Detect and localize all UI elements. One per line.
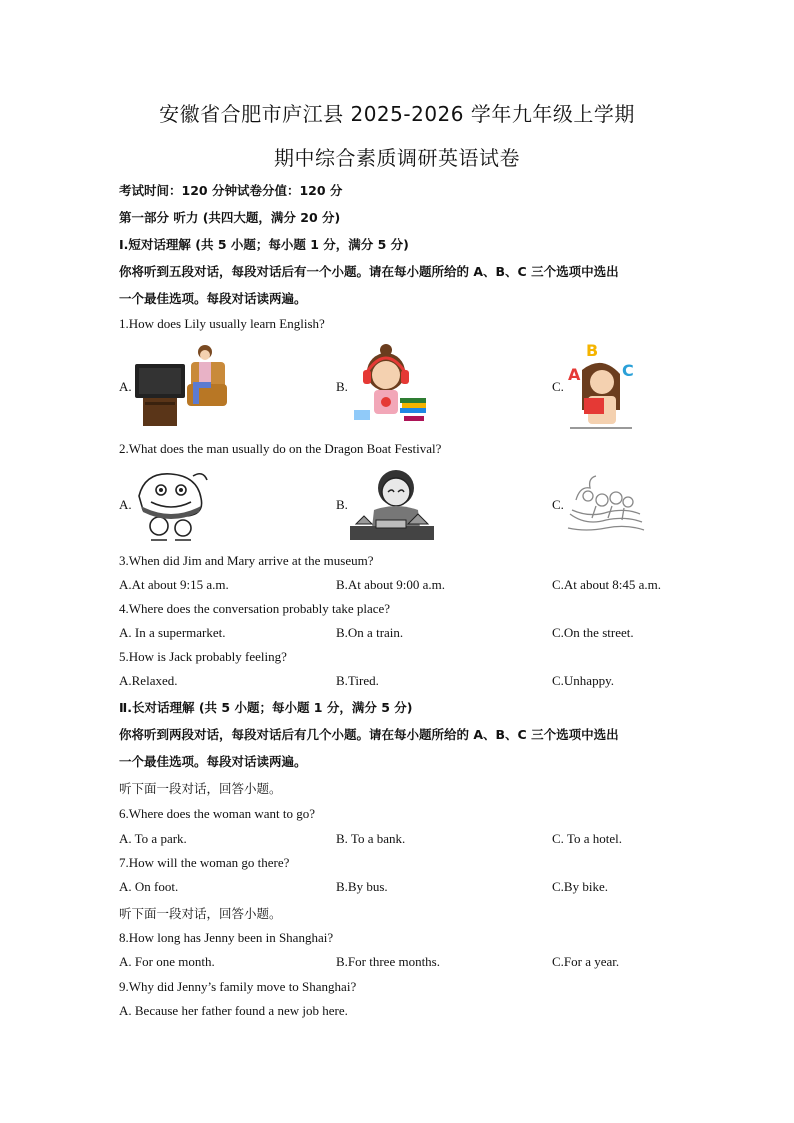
q4-option-a: A. In a supermarket.	[119, 625, 226, 640]
q5-option-c: C.Unhappy.	[552, 673, 614, 688]
q7-option-c: C.By bike.	[552, 879, 608, 894]
question-4: 4.Where does the conversation probably take place?	[119, 601, 391, 616]
section2-instruction-line1: 你将听到两段对话，每段对话后有几个小题。请在每小题所给的 A、B、C 三个选项中选出	[119, 727, 619, 742]
q3-option-c: C.At about 8:45 a.m.	[552, 577, 662, 592]
q6-option-a: A. To a park.	[119, 831, 187, 846]
section1-instruction-line1: 你将听到五段对话，每段对话后有一个小题。请在每小题所给的 A、B、C 三个选项中选出	[119, 264, 619, 279]
question-1: 1.How does Lily usually learn English?	[119, 316, 325, 331]
girl-reading-abc-icon	[566, 340, 638, 432]
question-9: 9.Why did Jenny’s family move to Shanghai?	[119, 979, 357, 994]
dragon-boat-race-icon	[566, 470, 646, 534]
section1-heading: Ⅰ.短对话理解 (共 5 小题；每小题 1 分，满分 5 分)	[119, 237, 409, 252]
part1-heading: 第一部分 听力 (共四大题，满分 20 分)	[119, 210, 341, 225]
q3-option-b: B.At about 9:00 a.m.	[336, 577, 446, 592]
question-6: 6.Where does the woman want to go?	[119, 806, 316, 821]
q8-option-b: B.For three months.	[336, 954, 440, 969]
section1-instruction-line2: 一个最佳选项。每段对话读两遍。	[119, 291, 307, 306]
q2-option-b-label: B.	[336, 497, 348, 512]
q4-option-b: B.On a train.	[336, 625, 404, 640]
svg-text:C: C	[622, 361, 634, 380]
listen-instruction-2: 听下面一段对话，回答小题。	[119, 906, 282, 921]
exam-info: 考试时间：120 分钟试卷分值：120 分	[119, 183, 343, 198]
q1-option-c-label: C.	[552, 379, 564, 394]
q9-option-a: A. Because her father found a new job here.	[119, 1003, 348, 1018]
q1-option-b-label: B.	[336, 379, 348, 394]
question-2: 2.What does the man usually do on the Dragon Boat Festival?	[119, 441, 442, 456]
q5-option-b: B.Tired.	[336, 673, 379, 688]
q8-option-c: C.For a year.	[552, 954, 620, 969]
section2-heading: Ⅱ.长对话理解 (共 5 小题；每小题 1 分，满分 5 分)	[119, 700, 413, 715]
question-7: 7.How will the woman go there?	[119, 855, 290, 870]
q6-option-c: C. To a hotel.	[552, 831, 622, 846]
listen-instruction-1: 听下面一段对话，回答小题。	[119, 781, 282, 796]
question-3: 3.When did Jim and Mary arrive at the museum?	[119, 553, 374, 568]
lion-dance-icon	[131, 466, 211, 542]
exam-title-line2: 期中综合素质调研英语试卷	[274, 146, 520, 170]
boy-making-zongzi-icon	[348, 466, 436, 542]
girl-watching-tv-icon	[131, 340, 231, 430]
question-5: 5.How is Jack probably feeling?	[119, 649, 287, 664]
girl-with-headphones-books-icon	[348, 340, 438, 430]
q2-option-a-label: A.	[119, 497, 132, 512]
svg-text:B: B	[586, 341, 599, 360]
question-8: 8.How long has Jenny been in Shanghai?	[119, 930, 334, 945]
q5-option-a: A.Relaxed.	[119, 673, 178, 688]
q6-option-b: B. To a bank.	[336, 831, 406, 846]
exam-title-line1: 安徽省合肥市庐江县 2025-2026 学年九年级上学期	[159, 102, 635, 126]
q3-option-a: A.At about 9:15 a.m.	[119, 577, 229, 592]
q1-option-a-label: A.	[119, 379, 132, 394]
q7-option-a: A. On foot.	[119, 879, 179, 894]
svg-text:A: A	[568, 365, 581, 384]
q8-option-a: A. For one month.	[119, 954, 215, 969]
q4-option-c: C.On the street.	[552, 625, 634, 640]
q2-option-c-label: C.	[552, 497, 564, 512]
section2-instruction-line2: 一个最佳选项。每段对话读两遍。	[119, 754, 307, 769]
q7-option-b: B.By bus.	[336, 879, 388, 894]
